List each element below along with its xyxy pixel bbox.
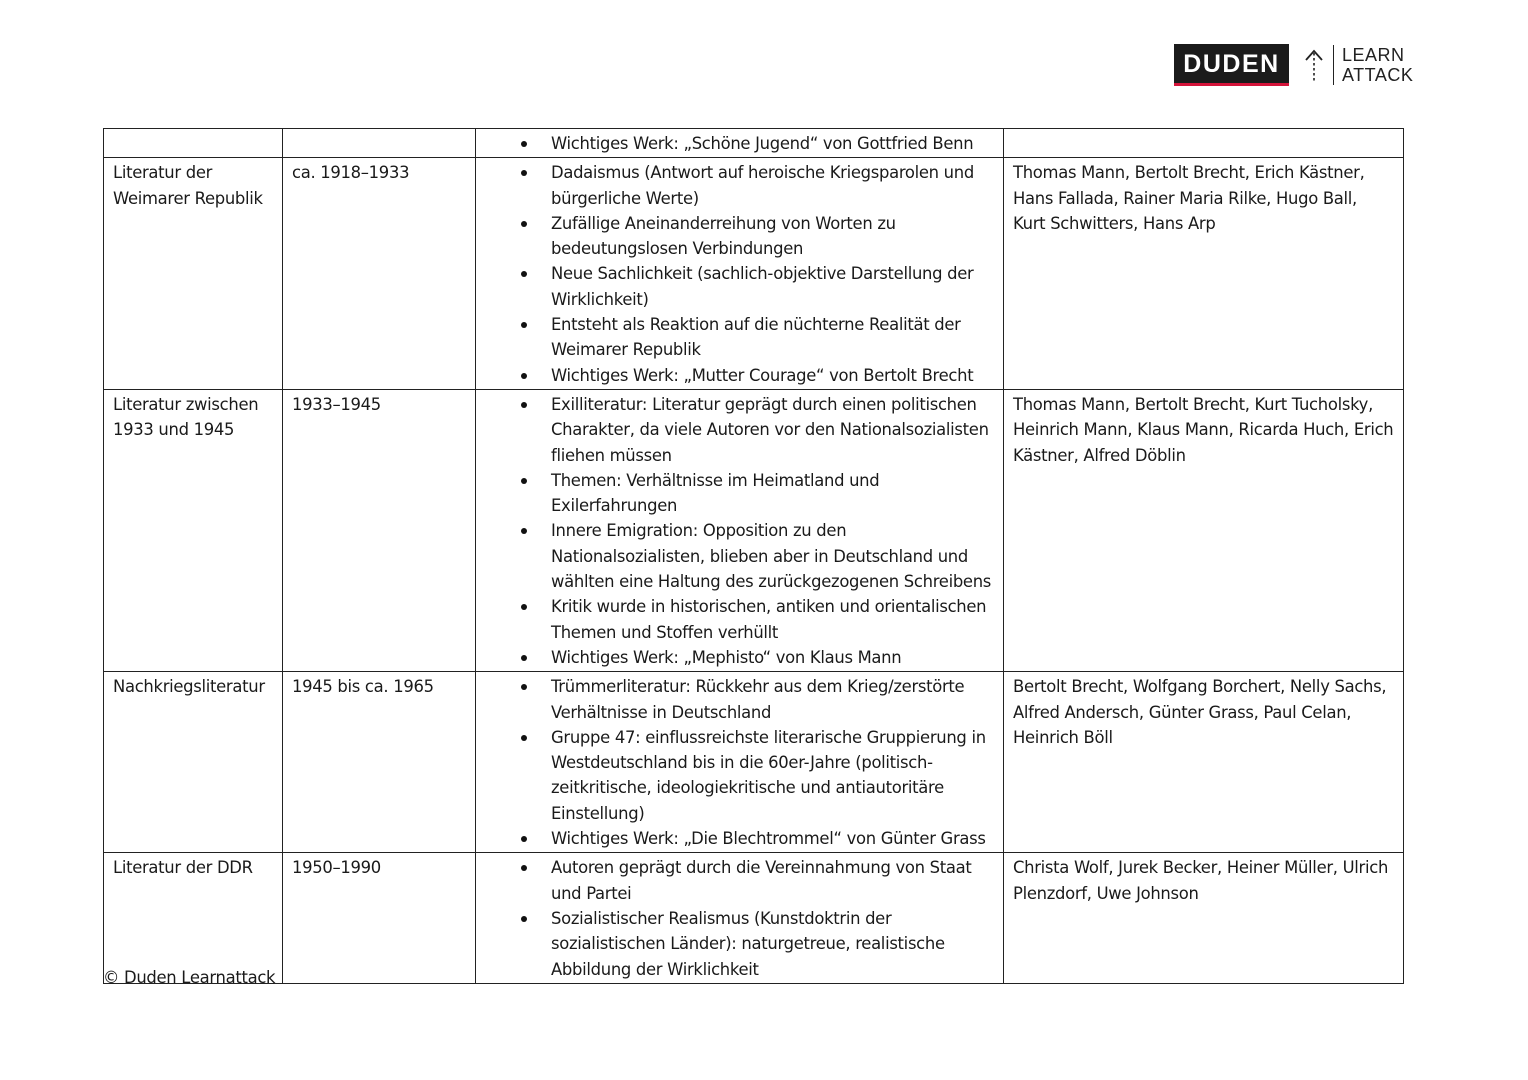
features-list: [485, 855, 994, 981]
period-cell: 1950–1990: [283, 853, 476, 983]
epoch-cell: Literatur zwischen 1933 und 1945: [104, 389, 283, 671]
list-item: Trümmerliteratur: Rückkehr aus dem Krieg/zerstörte Verhältnisse in Deutschland: [551, 674, 994, 725]
period-cell: [283, 129, 476, 158]
literature-epochs-table: [103, 128, 1404, 984]
list-item: Gruppe 47: einflussreichste literarische Gruppierung in Westdeutschland bis in die 60er-Jahre (politisch-zeitkritische, ideologiekritische und antiautoritäre Einstellung): [551, 725, 994, 826]
learnattack-wordmark: [1342, 45, 1413, 85]
list-item: Wichtiges Werk: „Mutter Courage“ von Bertolt Brecht: [551, 363, 994, 388]
features-list: [485, 674, 994, 851]
list-item: Exilliteratur: Literatur geprägt durch einen politischen Charakter, da viele Autoren vor den Nationalsozialisten fliehen müssen: [551, 392, 994, 468]
epoch-cell: Literatur der DDR: [104, 853, 283, 983]
authors-cell: Christa Wolf, Jurek Becker, Heiner Müller, Ulrich Plenzdorf, Uwe Johnson: [1004, 853, 1404, 983]
features-cell: [476, 853, 1004, 983]
epoch-cell: Nachkriegsliteratur: [104, 672, 283, 853]
features-cell: [476, 389, 1004, 671]
epoch-cell: Literatur der Weimarer Republik: [104, 158, 283, 390]
copyright-footer: © Duden Learnattack: [103, 968, 276, 987]
table-row: [104, 158, 1404, 390]
duden-learnattack-logo: [1174, 44, 1413, 86]
attack-text: ATTACK: [1342, 65, 1414, 85]
list-item: Wichtiges Werk: „Mephisto“ von Klaus Mann: [551, 645, 994, 670]
list-item: Neue Sachlichkeit (sachlich-objektive Darstellung der Wirklichkeit): [551, 261, 994, 312]
list-item: Themen: Verhältnisse im Heimatland und Exilerfahrungen: [551, 468, 994, 519]
duden-wordmark: DUDEN: [1174, 44, 1289, 86]
table-row: [104, 672, 1404, 853]
features-cell: [476, 672, 1004, 853]
period-cell: 1945 bis ca. 1965: [283, 672, 476, 853]
features-list: [485, 131, 994, 156]
epoch-cell: [104, 129, 283, 158]
list-item: Kritik wurde in historischen, antiken und orientalischen Themen und Stoffen verhüllt: [551, 594, 994, 645]
learn-text: LEARN: [1342, 45, 1405, 65]
period-cell: ca. 1918–1933: [283, 158, 476, 390]
list-item: Sozialistischer Realismus (Kunstdoktrin der sozialistischen Länder): naturgetreue, realistische Abbildung der Wirklichkeit: [551, 906, 994, 982]
arrow-up-icon: [1303, 47, 1325, 83]
list-item: Zufällige Aneinanderreihung von Worten zu bedeutungslosen Verbindungen: [551, 211, 994, 262]
list-item: Dadaismus (Antwort auf heroische Kriegsparolen und bürgerliche Werte): [551, 160, 994, 211]
table-row: [104, 853, 1404, 983]
features-cell: [476, 129, 1004, 158]
authors-cell: Thomas Mann, Bertolt Brecht, Kurt Tucholsky, Heinrich Mann, Klaus Mann, Ricarda Huch, Erich Kästner, Alfred Döblin: [1004, 389, 1404, 671]
list-item: Autoren geprägt durch die Vereinnahmung von Staat und Partei: [551, 855, 994, 906]
list-item: Wichtiges Werk: „Die Blechtrommel“ von Günter Grass: [551, 826, 994, 851]
table-row: [104, 389, 1404, 671]
authors-cell: Bertolt Brecht, Wolfgang Borchert, Nelly Sachs, Alfred Andersch, Günter Grass, Paul Celan, Heinrich Böll: [1004, 672, 1404, 853]
authors-cell: Thomas Mann, Bertolt Brecht, Erich Kästner, Hans Fallada, Rainer Maria Rilke, Hugo Ball, Kurt Schwitters, Hans Arp: [1004, 158, 1404, 390]
logo-divider: [1333, 45, 1334, 85]
features-list: [485, 160, 994, 388]
list-item: Entsteht als Reaktion auf die nüchterne Realität der Weimarer Republik: [551, 312, 994, 363]
authors-cell: [1004, 129, 1404, 158]
list-item: Innere Emigration: Opposition zu den Nationalsozialisten, blieben aber in Deutschland und wählten eine Haltung des zurückgezogenen Schreibens: [551, 518, 994, 594]
features-list: [485, 392, 994, 670]
features-cell: [476, 158, 1004, 390]
list-item: Wichtiges Werk: „Schöne Jugend“ von Gottfried Benn: [551, 131, 994, 156]
table-row: [104, 129, 1404, 158]
period-cell: 1933–1945: [283, 389, 476, 671]
